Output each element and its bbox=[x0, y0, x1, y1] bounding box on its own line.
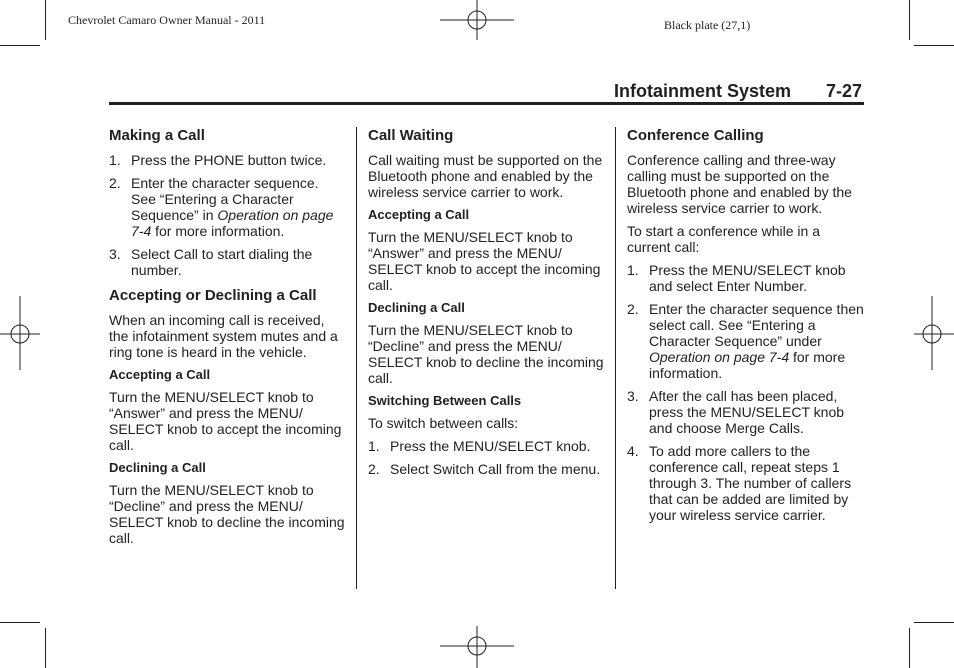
page-number: 7-27 bbox=[826, 81, 863, 101]
crop-mark bbox=[914, 45, 954, 46]
heading-accepting-declining: Accepting or Declining a Call bbox=[109, 287, 317, 304]
heading-call-waiting: Call Waiting bbox=[368, 127, 454, 144]
heading-conference-calling: Conference Calling bbox=[627, 127, 764, 144]
crop-mark bbox=[0, 622, 40, 623]
subheading-declining: Declining a Call bbox=[368, 300, 465, 315]
column-1 bbox=[109, 127, 345, 553]
paragraph: To start a conference while in a current call: bbox=[627, 223, 820, 255]
crop-mark bbox=[0, 45, 40, 46]
plate-label: Black plate (27,1) bbox=[664, 18, 751, 32]
column-2 bbox=[368, 127, 604, 484]
subheading-accepting: Accepting a Call bbox=[368, 207, 470, 222]
paragraph: Turn the MENU/SELECT knob to “Answer” and press the MENU/ SELECT knob to accept the incoming call. bbox=[368, 229, 601, 293]
conference-steps bbox=[627, 262, 867, 523]
list-item: 3. Select Call to start dialing the number. bbox=[109, 246, 313, 278]
list-item: 2. Enter the character sequence. See “Entering a Character Sequence” in Operation on page 7-4 for more information. bbox=[109, 175, 334, 239]
column-3 bbox=[627, 127, 867, 530]
registration-mark-icon bbox=[0, 296, 44, 372]
subheading-declining: Declining a Call bbox=[109, 460, 206, 475]
list-item: 3. After the call has been placed, press the MENU/SELECT knob and choose Merge Calls. bbox=[627, 388, 845, 436]
crop-mark bbox=[914, 622, 954, 623]
page-reference-link[interactable]: Operation on page 7-4 bbox=[131, 207, 334, 239]
paragraph: Turn the MENU/SELECT knob to “Decline” and press the MENU/ SELECT knob to decline the incoming call. bbox=[368, 322, 604, 386]
list-item: 2. Enter the character sequence then select call. See “Entering a Character Sequence” under Operation on page 7-4 for more information. bbox=[627, 301, 864, 381]
paragraph: When an incoming call is received, the infotainment system mutes and a ring tone is heard in the vehicle. bbox=[109, 312, 338, 360]
list-item: 2. Select Switch Call from the menu. bbox=[368, 461, 601, 477]
paragraph: Turn the MENU/SELECT knob to “Decline” and press the MENU/ SELECT knob to decline the incoming call. bbox=[109, 482, 345, 546]
page-reference-link[interactable]: Operation on page 7-4 bbox=[649, 349, 790, 365]
heading-making-a-call: Making a Call bbox=[109, 127, 205, 144]
registration-mark-icon bbox=[910, 296, 954, 372]
paragraph: To switch between calls: bbox=[368, 415, 519, 431]
paragraph: Conference calling and three-way calling must be supported on the Bluetooth phone and enabled by the wireless service carrier to work. bbox=[627, 152, 852, 216]
section-title: Infotainment System bbox=[614, 81, 792, 101]
registration-mark-icon bbox=[440, 624, 516, 668]
making-call-steps bbox=[109, 152, 345, 278]
paragraph: Turn the MENU/SELECT knob to “Answer” and press the MENU/ SELECT knob to accept the incoming call. bbox=[109, 389, 342, 453]
subheading-switching: Switching Between Calls bbox=[368, 393, 522, 408]
column-divider bbox=[615, 127, 616, 589]
header-rule bbox=[109, 102, 864, 105]
registration-mark-icon bbox=[440, 0, 516, 44]
crop-mark bbox=[909, 628, 910, 668]
paragraph: Call waiting must be supported on the Bluetooth phone and enabled by the wireless service carrier to work. bbox=[368, 152, 603, 200]
crop-mark bbox=[45, 628, 46, 668]
switch-call-steps bbox=[368, 438, 604, 477]
list-item: 1. Press the PHONE button twice. bbox=[109, 152, 327, 168]
list-item: 4. To add more callers to the conference call, repeat steps 1 through 3. The number of callers that can be added are limited by your wireless service carrier. bbox=[627, 443, 852, 523]
crop-mark bbox=[45, 0, 46, 40]
subheading-accepting: Accepting a Call bbox=[109, 367, 211, 382]
list-item: 1. Press the MENU/SELECT knob and select Enter Number. bbox=[627, 262, 846, 294]
crop-mark bbox=[909, 0, 910, 40]
list-item: 1. Press the MENU/SELECT knob. bbox=[368, 438, 591, 454]
column-divider bbox=[356, 127, 357, 589]
manual-title: Chevrolet Camaro Owner Manual - 2011 bbox=[68, 13, 266, 27]
